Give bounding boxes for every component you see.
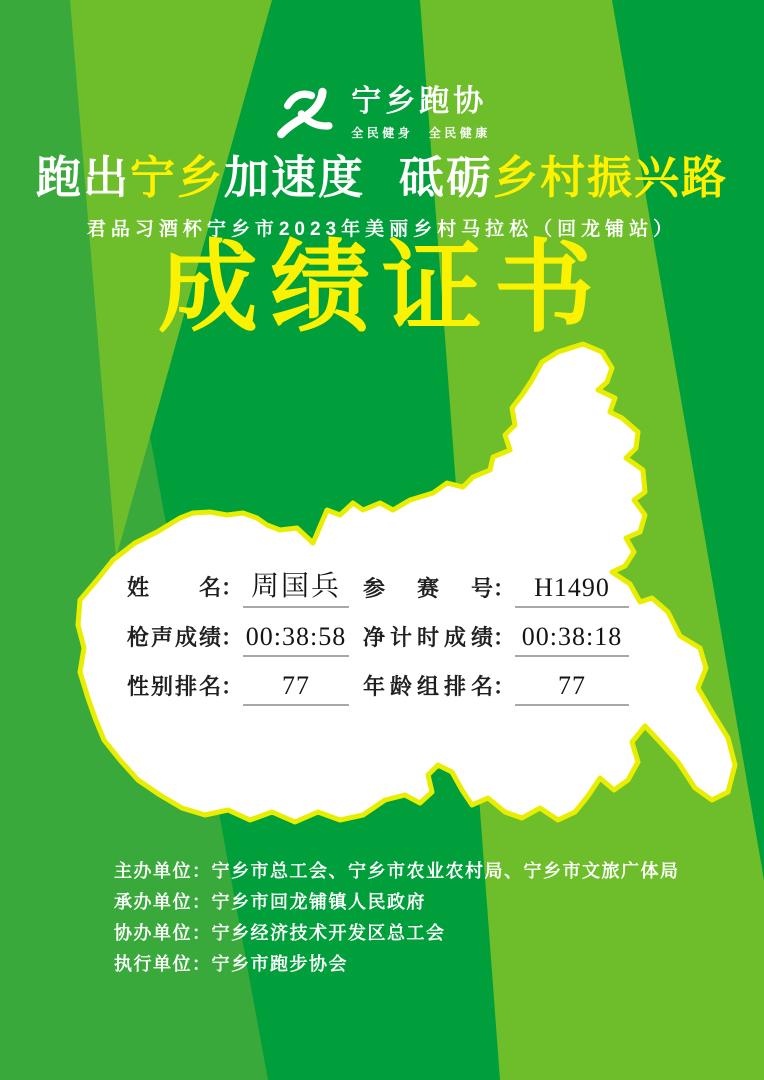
logo-tagline: 全民健身 全民健康 (351, 126, 491, 140)
field-value: 77 (515, 671, 629, 706)
organizer-line-undertaker: 承办单位：宁乡市回龙铺镇人民政府 (114, 892, 426, 912)
field-colon: ： (493, 576, 516, 602)
event-subtitle: 君品习酒杯宁乡市2023年美丽乡村马拉松（回龙铺站） (86, 219, 678, 240)
field-label: 枪声成绩 (127, 625, 221, 651)
field-gun-time (127, 621, 349, 657)
field-value: 00:38:58 (243, 622, 349, 657)
field-label: 年龄组排名 (363, 674, 494, 700)
logo (0, 82, 764, 144)
field-net-time (363, 621, 629, 657)
field-label: 姓名 (127, 575, 221, 600)
field-label: 性别排名 (127, 674, 221, 700)
field-row (127, 670, 607, 706)
field-colon: ： (221, 575, 244, 600)
field-value: 00:38:18 (515, 622, 629, 657)
field-age-group-rank (363, 670, 629, 706)
field-label: 参赛号 (363, 576, 494, 602)
slogan-part: 跑出 (35, 152, 130, 203)
field-value: H1490 (515, 573, 629, 608)
field-value: 周国兵 (243, 571, 349, 608)
slogan-part-highlight: 宁乡 (129, 152, 224, 203)
slogan-part: 砥砺 (399, 152, 494, 203)
field-name (127, 571, 349, 608)
field-value: 77 (243, 671, 349, 706)
field-colon: ： (493, 625, 516, 651)
field-colon: ： (493, 674, 516, 700)
runner-icon (273, 82, 339, 144)
organizer-line-executor: 执行单位：宁乡市跑步协会 (114, 954, 348, 974)
field-row (127, 621, 623, 657)
field-gender-rank (127, 670, 349, 706)
field-label: 净计时成绩 (363, 625, 494, 651)
organizer-line-host: 主办单位：宁乡市总工会、宁乡市农业农村局、宁乡市文旅广体局 (114, 861, 680, 881)
field-colon: ： (221, 674, 244, 700)
slogan-part: 加速度 (223, 152, 365, 203)
organizer-line-co-organizer: 协办单位：宁乡经济技术开发区总工会 (114, 923, 446, 943)
field-bib-number (363, 572, 629, 608)
slogan-line (0, 153, 764, 203)
field-colon: ： (221, 625, 244, 651)
organizers (114, 856, 680, 980)
certificate-title: 成绩证书 (158, 232, 606, 344)
field-row (127, 571, 610, 608)
logo-text (351, 85, 491, 141)
slogan-part-highlight: 乡村振兴路 (493, 152, 729, 203)
logo-name: 宁乡跑协 (351, 85, 488, 118)
result-fields (127, 571, 623, 719)
